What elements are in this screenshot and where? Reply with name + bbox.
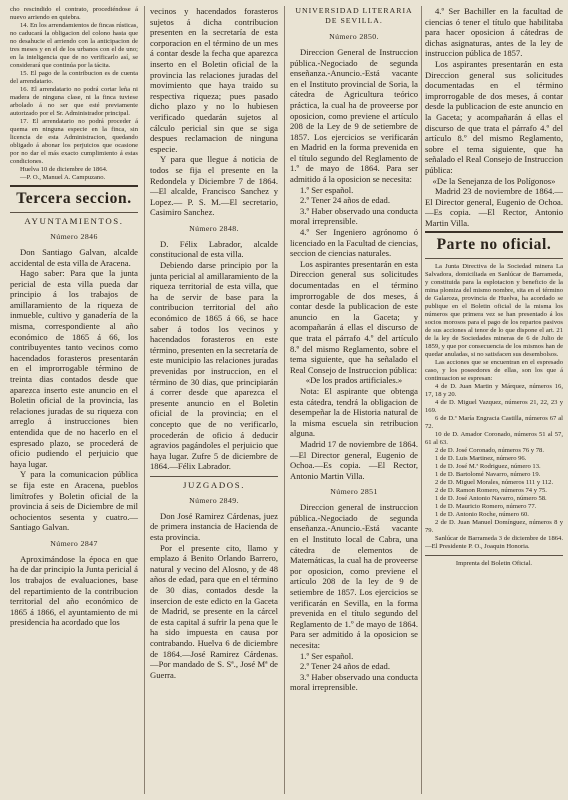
share-holder-13: 1 de D. Antonio Roche, número 60. bbox=[435, 511, 529, 519]
share-holder-8: 1 de D. Bartolomé Navarro, número 19. bbox=[435, 471, 541, 479]
column-3 bbox=[290, 6, 418, 794]
requirement-3b: 3.º Haber observado una conducta moral irreprensible. bbox=[290, 671, 418, 693]
notice-2847-body: Aproximándose la época en que ha de dar principio la Junta pericial á los trabajos de evaluaciones, base del repartimiento de la contribucion territorial del año económico de 1865 á 1866, el ayuntamiento de mi presidencia ha acordado que los bbox=[10, 553, 138, 628]
share-holder-9: 2 de D. Miguel Morales, números 111 y 112. bbox=[435, 479, 554, 487]
subsection-juzgados: JUZGADOS. bbox=[182, 479, 246, 490]
requirement-2: 2.º Tener 24 años de edad. bbox=[300, 195, 390, 206]
requirement-3: 3.º Haber observado una conducta moral irreprensible. bbox=[290, 205, 418, 227]
share-holder-10: 2 de D. Ramon Romero, números 74 y 75. bbox=[435, 487, 547, 495]
contract-signature: —P. O., Manuel A. Campuzano. bbox=[20, 174, 106, 181]
notice-2846-heading: Don Santiago Galvan, alcalde accidental de esta villa de Aracena. bbox=[10, 246, 138, 268]
notice-2849-heading: Don José Ramirez Cárdenas, juez de primera instancia de Hacienda de esta provincia. bbox=[150, 510, 278, 542]
share-holder-1: 4 de D. Juan Martin y Márquez, números 16, 17, 18 y 20. bbox=[425, 383, 563, 399]
section-heading-tercera: Tercera seccion. bbox=[16, 190, 132, 207]
notice-2848-heading: D. Félix Labrador, alcalde constitucional de esta villa. bbox=[150, 238, 278, 260]
notice-number-2850: Número 2850. bbox=[329, 32, 379, 41]
divider bbox=[10, 212, 138, 213]
notice-2850-applicants: Los aspirantes presentarán en esta Direccion general sus solicitudes documentadas en el término improrrogable de dos meses, á contar desde la publicacion de este anuncio en la Gaceta; y acompañarán á ellas el discurso de que trata el párrafo 4.º del artículo 8.º del mismo Reglamento, sobre el tema siguiente, que ha señalado el Real Consejo de Instruccion pública: bbox=[290, 258, 418, 375]
notice-2847-closing: Y para que llegue á noticia de todos se fija el presente en la Redondela y Diciembre 7 de 1864.—El alcalde, Francisco Sanchez y Lopez.— P. S. M.—El secretario, Casimiro Sanchez. bbox=[150, 154, 278, 218]
university-heading: UNIVERSIDAD LITERARIA bbox=[295, 6, 413, 15]
requirement-1: 1.º Ser español. bbox=[300, 184, 354, 195]
divider bbox=[425, 555, 563, 556]
requirement-1b: 1.º Ser español. bbox=[300, 650, 354, 661]
divider bbox=[10, 185, 138, 187]
contract-clause-15: 15. El pago de la contribucion es de cuenta del arrendatario. bbox=[10, 70, 138, 85]
share-holder-14: 2 de D. Juan Manuel Domínguez, números 8 y 79. bbox=[425, 519, 563, 535]
printer-footer: Imprenta del Boletin Oficial. bbox=[455, 560, 533, 568]
notice-2851-body: Direccion general de instruccion pública.-Negociado de segunda enseñanza.-Anuncio.-Está vacante en el Instituto local de Cabra, una cátedra de elementos de Matemáticas, la cual ha de proveerse por oposicion, como previene el artículo 208 de la ley de 9 de setiembre de 1857. Los ejercicios se verificarán en Sevilla, en la forma prevenida en el título segundo del Reglamento de 1.º de mayo de 1864. Para ser admitido á la oposicion se necesita: bbox=[290, 502, 418, 650]
notice-2851-theme: «De la Senejanza de los Polígonos» bbox=[432, 175, 556, 186]
subsection-ayuntamientos: AYUNTAMIENTOS. bbox=[24, 216, 124, 226]
notice-number-2846: Número 2846 bbox=[50, 231, 98, 241]
share-holder-5: 2 de D. José Coronado, números 76 y 78. bbox=[435, 447, 544, 455]
share-holder-11: 1 de D. José Antonio Navarro, número 58. bbox=[435, 495, 547, 503]
notice-number-2851: Número 2851 bbox=[330, 487, 378, 497]
column-rule bbox=[144, 6, 145, 794]
share-holder-7: 1 de D. José M.ª Rodriguez, número 13. bbox=[435, 463, 541, 471]
notice-2850-signature: Madrid 17 de noviembre de 1864.—El Director general, Eugenio de Ochoa.—Es copia. —El Rector, Antonio Martin Villa. bbox=[290, 438, 418, 481]
notice-number-2849: Número 2849. bbox=[189, 495, 239, 505]
share-holder-2: 4 de D. Miguel Vazquez, números 21, 22, 23 y 169. bbox=[425, 399, 563, 415]
divider bbox=[150, 476, 278, 477]
contract-clause-14: 14. En los arrendamientos de fincas rústicas, no caducará la obligacion del colono hasta que no desahucie el arriendo con la anticipacion de tres meses y en el de los urbanos con el de uno; en la inteligencia que de no verificarlo así, se considerará que continúa por la tácita. bbox=[10, 22, 138, 69]
notice-2849-body: Por el presente cito, llamo y emplazo á Benito Orlando Barrero, natural y vecino del Alosno, y de 48 años de edad, para que en el término de 30 dias, contados desde la insercion de este edicto en la Gaceta de Madrid, se presente en la cárcel de esta capital á sufrir la pena que le ha sido impuesta en causa por contrabando. Huelva 6 de diciembre de 1864.—José Ramirez Cárdenas.—Por mandado de S. Sª., José Mª de Guerra. bbox=[150, 542, 278, 680]
divider bbox=[425, 231, 563, 233]
notice-2850-body: Direccion General de Instruccion pública.-Negociado de segunda enseñanza.-Anuncio.-Está vacante en el Instituto provincial de Soria, la cátedra de Agricultura teórico práctica, la cual ha de proveerse por oposicion, como previene el artículo 208 de la Ley de 9 de setiembre de 1857. Los ejercicios se verificarán en Madrid en la forma prevenida en el título segundo del Reglamento de 1.º de mayo de 1864. Para ser admitido á la oposicion se necesita: bbox=[290, 46, 418, 185]
divider bbox=[425, 258, 563, 259]
notice-number-2847: Número 2847 bbox=[50, 538, 98, 548]
contract-clause-17: 17. El arrendatario no podrá proceder á quema en ninguna especie en la finca, sin licencia de esta Administracion, quedando obligado á abonar los perjuicios que ocasione por no dar el más exacto cumplimiento á estas condiciones. bbox=[10, 118, 138, 165]
shares-intro: Las acciones que se encuentran en el espresado caso, y los poseedores de ellas, son los que á continuacion se espresan: bbox=[425, 359, 563, 383]
notice-2850-theme: «De los prados artificiales.» bbox=[305, 375, 403, 386]
contract-date: Huelva 10 de diciembre de 1864. bbox=[20, 166, 108, 173]
notice-2847-continued: vecinos y hacendados forasteros sujetos á dicha contribucion presenten en la secretaría de esta corporacion en el término de un mes á contar desde la fecha que aparezca inserto en el Boletin oficial de la provincia las relaciones juradas del movimiento que haya traido su respectiva riqueza; pues pasado dicho plazo y no lo hubiesen verificado quedarán sujetos al cálculo pericial sin que se siga despues reclamacion de ninguna especie. bbox=[150, 6, 278, 154]
contract-clause-16: 16. El arrendatario no podrá cortar leña ni madera de ninguna clase, ni la finca tuviese arbolado á no ser que esté previamente autorizado por el Sr. Administrador principal. bbox=[10, 86, 138, 117]
requirement-2b: 2.º Tener 24 años de edad. bbox=[300, 661, 390, 672]
column-rule bbox=[284, 6, 285, 794]
column-4 bbox=[425, 6, 563, 794]
requirement-4: 4.º Ser Ingeniero agrónomo ó licenciado en la Facultad de ciencias, seccion de ciencias naturales. bbox=[290, 227, 418, 259]
notice-2851-applicants: Los aspirantes presentarán en esta Direccion general sus solicitudes documentadas en el término improrrogable de dos meses, á contar desde la publicacion de este anuncio en la Gaceta; y acompañarán á ellas el discurso de que trata el párrafo 4.º del artículo 8.º del mismo Reglamento, sobre el tema siguiente, que ha señalado el Real Consejo de Instruccion pública: bbox=[425, 58, 563, 175]
notice-2851-signature: Madrid 23 de noviembre de 1864.—El Director general, Eugenio de Ochoa.—Es copia. —El Rector, Antonio Martin Villa. bbox=[425, 186, 563, 228]
share-holder-3: 6 de D.ª María Engracia Castilla, números 67 al 72. bbox=[425, 415, 563, 431]
section-heading-no-oficial: Parte no oficial. bbox=[436, 236, 552, 254]
notice-2850-note: Nota: El aspirante que obtenga esta cátedra, tendrá la obligacion de desempeñar la de Historia natural de la misma escuela sin retribucion alguna. bbox=[290, 385, 418, 439]
mining-society-notice: La Junta Directiva de la Sociedad minera La Salvadora, domiciliada en Sanlúcar de Barrameda, y constituida para la esplotacion y beneficio de la mina plomiza del mismo nombre, sita en el término de Galaroza, provincia de Huelva, ha acordado se publique en el Boletin oficial de la misma los números que primera vez se han presentado á los socios morosos para el pago de los repartos pasivos de sus acciones al tenor de lo que dispone el art. 21 de la ley de Sociedades mineras de 6 de Julio de 1859, y que por consecuencia de los mismos han de quedar anuladas, si no satisfacen sus desembolsos. bbox=[425, 263, 563, 359]
share-holder-4: 10 de D. Amador Coronado, números 51 al 57, 61 al 63. bbox=[425, 431, 563, 447]
notice-number-2848: Número 2848. bbox=[189, 223, 239, 233]
column-2 bbox=[150, 6, 278, 794]
notice-2846-body: Hago saber: Para que la junta pericial de esta villa pueda dar principio á los trabajos de amillaramiento de la riqueza de inmueble, cultivo y ganadería de la misma, correspondiente al año económico de 1865 á 66, los contribuyentes tanto vecinos como hacendados forasteros presentarán en el improrrogable término de treinta dias contados desde que aparezca inserto este anuncio en el Boletin oficial de la provincia, las relaciones juradas de su riqueza con arreglo á instrucciones bien entendida que de no hacerlo en el espresado plazo, se procederá de oficio pudiendo el perjuicio que haya lugar. bbox=[10, 268, 138, 469]
column-rule bbox=[421, 6, 422, 794]
share-holder-12: 1 de D. Mauricio Romero, número 77. bbox=[435, 503, 537, 511]
contract-clause-end: cho rescindido el contrato, procediéndose á nuevo arriendo en quiebra. bbox=[10, 6, 138, 21]
requirement-4b: 4.º Ser Bachiller en la facultad de ciencias ó tener el título que habilitaba para hacer oposicion á cátedras de dichas asignaturas, antes de la ley de instruccion pública de 1857. bbox=[425, 6, 563, 59]
mining-society-signature: Sanlúcar de Barrameda 3 de diciembre de 1864.—El Presidente P. O., Joaquin Honoria. bbox=[425, 535, 563, 551]
share-holder-6: 1 de D. Luis Martinez, número 96. bbox=[435, 455, 527, 463]
university-subheading: DE SEVILLA. bbox=[325, 16, 383, 25]
notice-2846-closing: Y para la comunicacion pública se fija este en Aracena, pueblos limítrofes y Boletin oficial de la provincia á seis de Diciembre de mil ochocientos sesenta y cuatro.— Santiago Galvan. bbox=[10, 469, 138, 533]
column-1 bbox=[10, 6, 138, 794]
notice-2848-body: Debiendo darse principio por la junta pericial al amillaramiento de la riqueza territorial de esta villa, que ha de servir de base para la contribucion territorial del año económico de 1865 á 66, se hace saber á todos los vecinos y hacendados forasteros en este término, presenten en la secretaría de este municipio las relaciones juradas prevenidas por instruccion, en el término de 30 dias, que principiarán á correr desde que aparezca el presente anuncio en el Boletin oficial de la provincia; en el concepto que de no verificarlo, procederán de oficio á deducir agravios pagándoles el perjuicio que haya lugar. Zufre 5 de diciembre de 1864.—Félix Labrador. bbox=[150, 260, 278, 472]
